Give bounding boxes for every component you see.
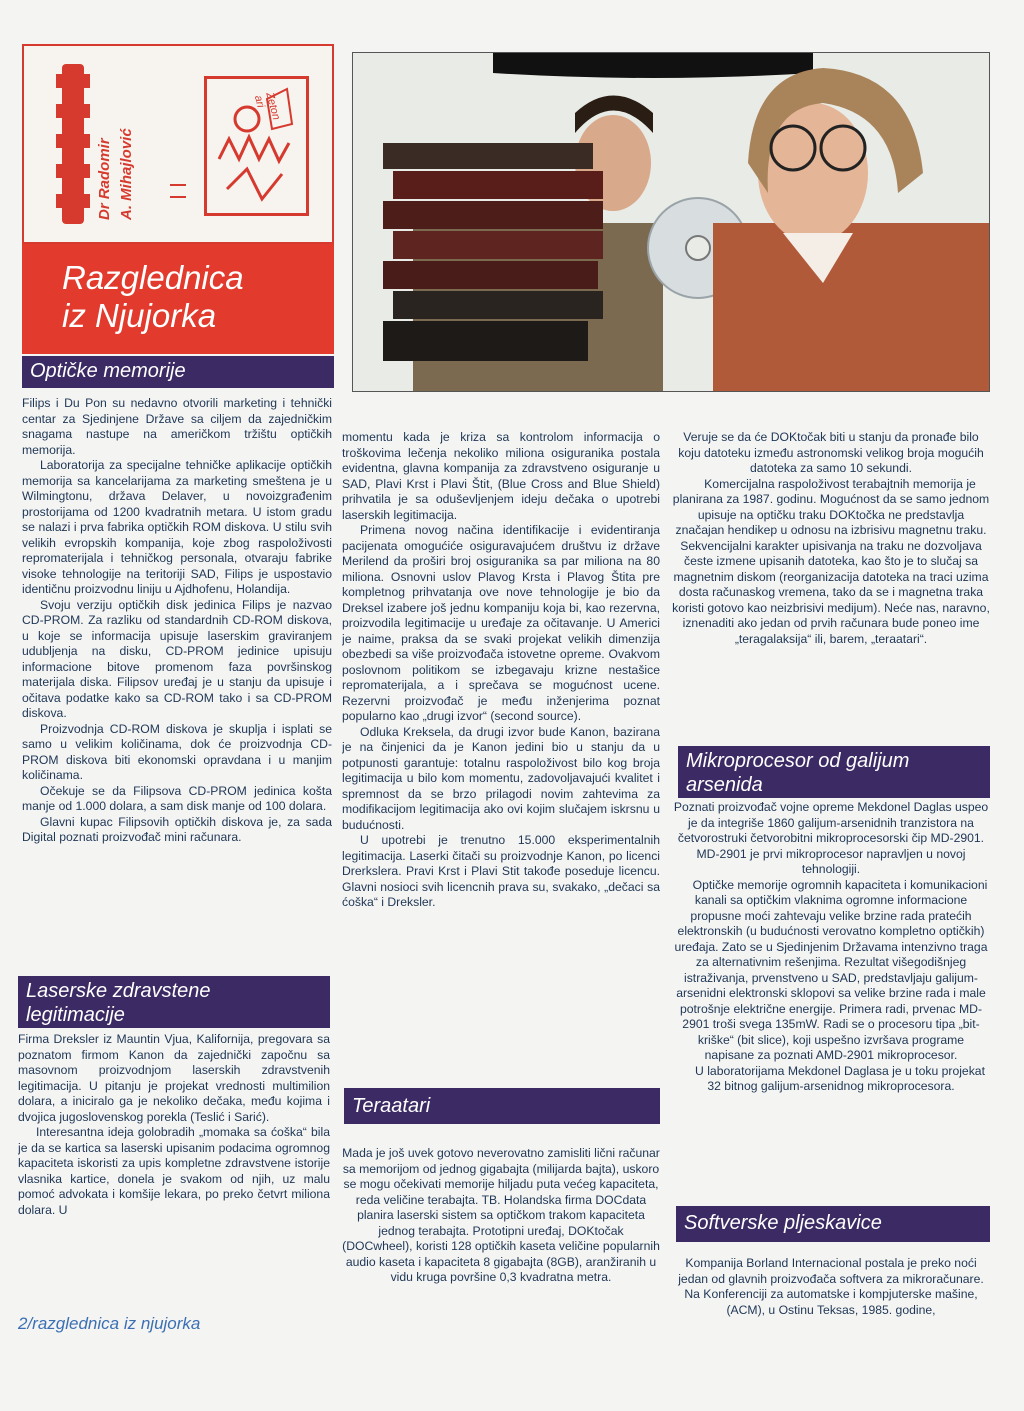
paragraph: Kompanija Borland Internacional postala je preko noći jedan od glavnih proizvođača softvera za mikroračunare. Na Konferenciji za automatske i kompjuterske mašine, (ACM), u Ostinu Teksas, 1985. godine, [678,1256,984,1317]
section-header-softverske: Softverske pljeskavice [676,1206,990,1242]
section-header-mikroprocesor [678,746,990,798]
column-1-bottom [18,1032,330,1276]
paragraph: U upotrebi je trenutno 15.000 eksperimentalnih legitimacija. Laserki čitači su proizvodnje Kanon, po licenci Drerkslera. Pravi Krst i Plavi Stit takođe poseduje licencu. Glavni nosioci svih licencnih prava su, svakako, „dečaci sa ćoška“ i Dreksler. [342,833,660,909]
paragraph: Mada je još uvek gotovo neverovatno zamisliti lični računar sa memorijom od jednog gigabajta (milijarda bajta), uskoro se mogu očekivati memorije hiljadu puta većeg kapaciteta, reda veličine terabajta. TB. Holandska firma DOCdata planira laserski sistem sa optičkom trakom kapaciteta jednog terabajta. Prototipni uređaj, DOKtočak (DOCwheel), koristi 128 optičkih kaseta veličine popularnih audio kaseta i kapaciteta 8 gigabajta (8GB), aranžiranih u vidu kruga površine 0,3 kvadratna metra. [342,1146,660,1284]
paragraph: Filips i Du Pon su nedavno otvorili marketing i tehnički centar za Sjedinjene Države sa ciljem da zajedničkim snagama nastupe na američkom tržištu optičkih memorija. [22,396,332,457]
column-2-top [342,430,660,1080]
byline-line: Dr Radomir [96,138,113,220]
article-photo [352,52,990,392]
column-3-bottom [672,1256,990,1346]
icon-box-text: Zeton ari [251,91,283,122]
paragraph: Odluka Kreksela, da drugi izvor bude Kanon, bazirana je na činjenici da je Kanon jedini bio u stanju da u potpunosti garantuje: totalnu raspoloživost bilo kog broja legitimacija u bilo kom momentu, zadovoljavajući kvalitet i spremnost da se brzo prilagodi novim zahtevima za modifikacijom legitimacija ako ovi kojim slučajem iskrsnu u budućnosti. [342,724,660,832]
photo-illustration [353,53,989,391]
paragraph: Interesantna ideja golobradih „momaka sa ćoška“ bila je da se kartica sa laserski upisanim podacima ogromnog kapaciteta iskoristi za upis kompletne zdravstvene istorije vlasnika kartice, donela je svakom od njih, uz malu pomoć advokata i komšije lekara, po preko četvrt miliona dolara. U [18,1125,330,1217]
paragraph: Optičke memorije ogromnih kapaciteta i komunikacioni kanali sa optičkim vlaknima ogromne informacione propusne moći zahtevaju velike brzine rada pratećih elektronskih (u budućnosti verovatno kompletno optičkih) uređaja. Zato se u Sjedinjenim Državama intenzivno traga za alternativnim rešenjima. Rezultat višegodišnjeg istraživanja, prvenstveno u SAD, predstavljaju galijum-arsenidni elektronski sklopovi sa velike brzine rada i male potrošnje električne energije. Primera radi, prvenac MD-2901 troši svega 135mW. Radi se o procesoru tipa „bit-kriške“ (bit slice), koji uspešno izvršava programe napisane za poznati AMD-2901 mikroprocesor. [674,877,988,1062]
paragraph: Veruje se da će DOKtočak biti u stanju da pronađe bilo koju datoteku između astronomski velikog broja mogućih datoteka za samo 10 sekundi. [678,430,984,475]
column-1-top [22,396,332,968]
section-header-line: legitimacije [26,1004,125,1026]
paragraph: Komercijalna raspoloživost terabajtnih memorija je planirana za 1987. godinu. Mogućnost da se samo jednom upisuje na optičku traku DOKtočka ne predstavlja značajan hendikep u odnosu na izbrisivu magnetnu traku. Sekvencijalni karakter upisivanja na traku ne dozvoljava česte izmene upisanih datoteka, kao što je to slučaj sa magnetnim diskom (reorganizacija datoteka na traci uzima dosta računaskog vremena, tako da se i magnetna traka koristi gotovo kao neizbrisivi medijum). Neće nas, naravno, iznenaditi ako jedan od prvih računara bude poneo ime „teragalaksija“ ili, barem, „teraatari“. [672,476,990,646]
byline-line: A. Mihajlović [118,128,135,220]
section-header-teraatari: Teraatari [344,1088,660,1124]
paragraph: Primena novog načina identifikacije i evidentiranja pacijenata omogućiće osiguravajućem društvu iz države Merilend da proširi broj osiguranika sa par miliona na 80 miliona. Osnovni uslov Plavog Krsta i Plavog Štita pre kompletnog prihvatanja ove nove tehnologije je bio da Dreksel izabere još jednu kompaniju koja bi, kao rezervna, proizvodila legitimacije u uređaje za očitavanje. U Americi je naime, praksa da se svaki projekat velikih dimenzija obezbedi sa više proizvođača istovetne opreme. Ovakvom poslovnom politikom se izbegavaju krizne nestašice repromaterijala, a i sprečava se mogućnost ucene. Rezervni proizvođač je među inženjerima poznat popularno kao „drugi izvor“ (second source). [342,523,660,723]
paragraph: momentu kada je kriza sa kontrolom informacija o troškovima lečenja nekoliko miliona osiguranika postala evidentna, glavna kompanija za zdravstveno osiguranje u SAD, Plavi Krst i Plavi Štit, (Blue Cross and Blue Shield) prihvatila je sa oduševljenjem ideju dečaka o upotrebi laserskih legitimacija. [342,430,660,522]
header-logo [22,44,334,244]
section-header-line: Mikroprocesor od galijum [686,750,910,772]
equals-mark-icon [170,184,186,198]
paragraph: Svoju verziju optičkih disk jedinica Filips je nazvao CD-PROM. Za razliku od standardnih CD-ROM diskova, u koje se informacija upisuje laserskim graviranjem udubljenja na disku, CD-PROM jedinice upisuju informacione bitove promenom faza površinskog materijala diska. Filipsov uređaj je u stanju da upisuje i očitava podatke kako sa CD-ROM tako i sa CD-PROM diskova. [22,597,332,720]
paragraph: Laboratorija za specijalne tehničke aplikacije optičkih memorija sa kancelarijama za marketing smeštena je u Wilmingtonu, država Delaver, u novoizgrađenim prostorijama od 1200 kvadratnih metara. U istom gradu se nalazi i prva fabrika optičkih ROM diskova. U stilu svih velikih evropskih kompanija, koje zbog raspoloživosti repromaterijala i tehničkog personala, otvaraju fabrike visoke tehnologije na teritoriji SAD, Filips je uspostavio identičnu proizvodnu liniju u Ajdhofenu, Holandija. [22,458,332,596]
section-header-line: Laserske zdravstene [26,980,211,1002]
paragraph: Proizvodnja CD-ROM diskova je skuplja i isplati se samo u velikim količinama, dok će proizvodnja CD-PROM diskova biti ekonomski opravdana i u manjim količinama. [22,721,332,782]
article-title [22,244,334,354]
column-3-top [672,430,990,740]
paragraph: Firma Dreksler iz Mauntin Vjua, Kalifornija, pregovara sa poznatom firmom Kanon da zajednički započnu sa masovnom proizvodnjom laserskih zdravstvenih legitimacija. U pitanju je projekat vrednosti multimilion dolara, a iniciralo ga je nekoliko dečaka, među kojima i dvojica jugoslovenskog porekla (Teslić i Sarić). [18,1032,330,1124]
column-3-mid [672,800,990,1204]
paragraph: Glavni kupac Filipsovih optičkih diskova je, za sada Digital poznati proizvođač mini računara. [22,814,332,844]
page-footer: 2/razglednica iz njujorka [18,1314,201,1333]
paragraph: U laboratorijama Mekdonel Daglasa je u toku projekat 32 bitnog galijum-arsenidnog mikroprocesora. [695,1063,985,1093]
section-header-line: arsenida [686,774,763,796]
column-2-bottom [342,1146,660,1346]
title-line-1: Razglednica [62,259,244,296]
section-header-opticke: Optičke memorije [22,356,334,388]
book-spine-icon [62,64,84,224]
title-line-2: iz Njujorka [62,297,217,334]
byline [94,70,164,220]
paragraph: Poznati proizvođač vojne opreme Mekdonel Daglas uspeo je da integriše 1860 galijum-arsenidnih tranzistora na četvorostruki četvorobitni mikroprocesorski čip MD-2901. MD-2901 je prvi mikroprocesor napravljen u novoj tehnologiji. [673,800,989,876]
section-header-laserske [18,976,330,1028]
sketch-icon [204,76,309,216]
paragraph: Očekuje se da Filipsova CD-PROM jedinica košta manje od 1.000 dolara, a sam disk manje od 100 dolara. [22,783,332,813]
